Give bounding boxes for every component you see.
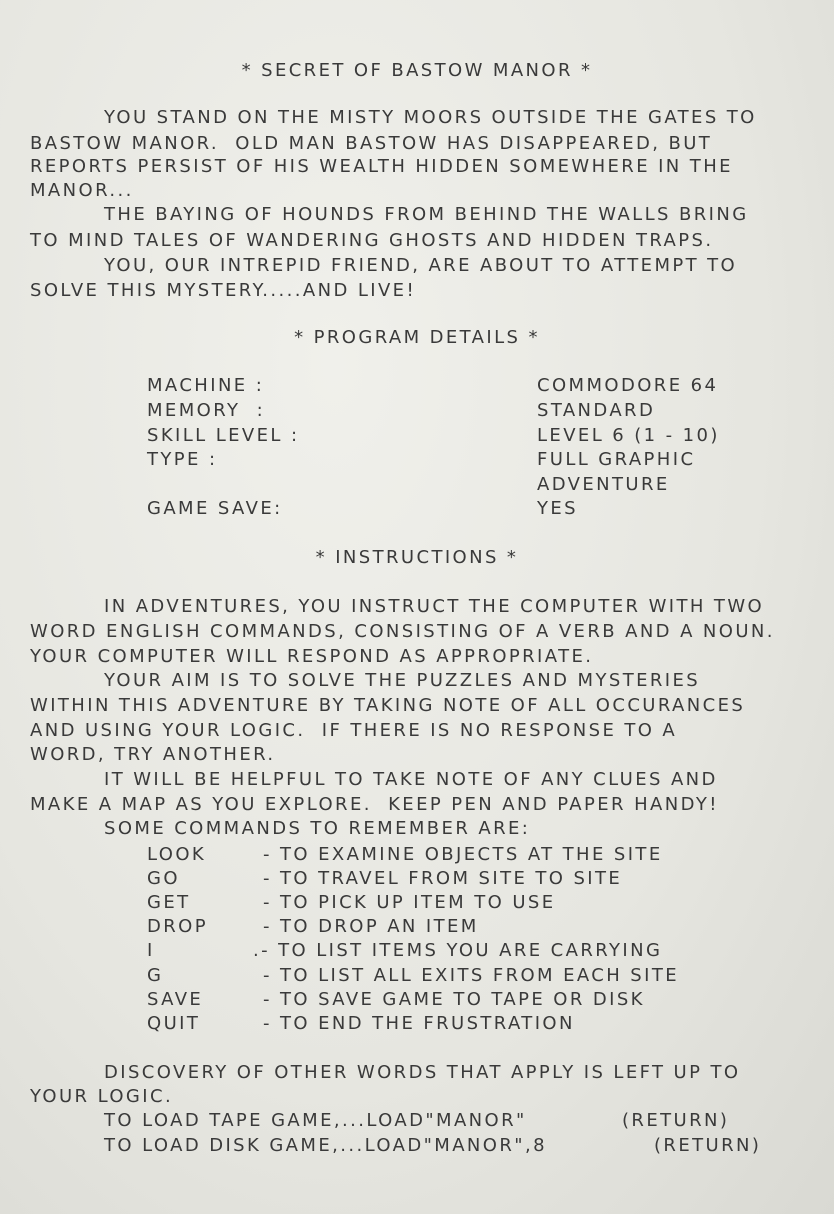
command-desc: .- TO LIST ITEMS YOU ARE CARRYING (253, 940, 663, 961)
detail-label: TYPE : (147, 449, 218, 470)
command-name: SAVE (147, 989, 204, 1010)
intro-line: SOLVE THIS MYSTERY.....AND LIVE! (30, 280, 417, 301)
program-details-heading: * PROGRAM DETAILS * (294, 327, 540, 348)
detail-value: FULL GRAPHIC (537, 449, 696, 470)
command-desc: - TO SAVE GAME TO TAPE OR DISK (263, 989, 645, 1010)
command-desc: - TO EXAMINE OBJECTS AT THE SITE (263, 844, 663, 865)
detail-value: STANDARD (537, 400, 656, 421)
title-heading: * SECRET OF BASTOW MANOR * (241, 60, 593, 81)
instruction-line: IT WILL BE HELPFUL TO TAKE NOTE OF ANY CLUES AND (104, 769, 718, 790)
instructions-heading: * INSTRUCTIONS * (315, 547, 519, 568)
intro-line: TO MIND TALES OF WANDERING GHOSTS AND HIDDEN TRAPS. (30, 230, 714, 251)
command-desc: - TO PICK UP ITEM TO USE (263, 892, 556, 913)
command-name: G (147, 965, 164, 986)
instruction-line: WITHIN THIS ADVENTURE BY TAKING NOTE OF ALL OCCURANCES (30, 695, 746, 716)
instruction-line: YOUR COMPUTER WILL RESPOND AS APPROPRIATE. (30, 646, 594, 667)
intro-line: BASTOW MANOR. OLD MAN BASTOW HAS DISAPPEARED, BUT (30, 133, 713, 154)
detail-label: GAME SAVE: (147, 498, 283, 519)
detail-label: MACHINE : (147, 375, 265, 396)
command-name: GET (147, 892, 191, 913)
return-key-label: (RETURN) (622, 1110, 730, 1131)
detail-label: SKILL LEVEL : (147, 425, 300, 446)
detail-value: YES (537, 498, 578, 519)
command-desc: - TO DROP AN ITEM (263, 916, 479, 937)
instruction-line: WORD ENGLISH COMMANDS, CONSISTING OF A VERB AND A NOUN. (30, 621, 775, 642)
detail-label: MEMORY : (147, 400, 266, 421)
command-name: LOOK (147, 844, 207, 865)
instruction-line: AND USING YOUR LOGIC. IF THERE IS NO RESPONSE TO A (30, 720, 678, 741)
intro-line: YOU, OUR INTREPID FRIEND, ARE ABOUT TO ATTEMPT TO (104, 255, 738, 276)
instruction-line: YOUR AIM IS TO SOLVE THE PUZZLES AND MYSTERIES (104, 670, 701, 691)
command-desc: - TO TRAVEL FROM SITE TO SITE (263, 868, 623, 889)
intro-line: THE BAYING OF HOUNDS FROM BEHIND THE WALLS BRING (104, 204, 749, 225)
instruction-line: SOME COMMANDS TO REMEMBER ARE: (104, 818, 531, 839)
intro-line: REPORTS PERSIST OF HIS WEALTH HIDDEN SOMEWHERE IN THE (30, 156, 733, 177)
command-desc: - TO END THE FRUSTRATION (263, 1013, 575, 1034)
intro-line: MANOR... (30, 180, 134, 201)
command-desc: - TO LIST ALL EXITS FROM EACH SITE (263, 965, 680, 986)
command-name: GO (147, 868, 180, 889)
instruction-line: IN ADVENTURES, YOU INSTRUCT THE COMPUTER WITH TWO (104, 596, 765, 617)
intro-line: YOU STAND ON THE MISTY MOORS OUTSIDE THE GATES TO (104, 107, 757, 128)
command-name: I (147, 940, 155, 961)
return-key-label: (RETURN) (654, 1135, 762, 1156)
command-name: QUIT (147, 1013, 201, 1034)
detail-value: LEVEL 6 (1 - 10) (537, 425, 720, 446)
closing-line: YOUR LOGIC. (30, 1086, 174, 1107)
detail-value: ADVENTURE (537, 474, 670, 495)
closing-line: DISCOVERY OF OTHER WORDS THAT APPLY IS LEFT UP TO (104, 1062, 741, 1083)
load-instruction: TO LOAD DISK GAME,...LOAD"MANOR",8 (104, 1135, 547, 1156)
command-name: DROP (147, 916, 208, 937)
detail-value: COMMODORE 64 (537, 375, 719, 396)
instruction-line: WORD, TRY ANOTHER. (30, 744, 276, 765)
instruction-line: MAKE A MAP AS YOU EXPLORE. KEEP PEN AND PAPER HANDY! (30, 794, 719, 815)
load-instruction: TO LOAD TAPE GAME,...LOAD"MANOR" (104, 1110, 527, 1131)
